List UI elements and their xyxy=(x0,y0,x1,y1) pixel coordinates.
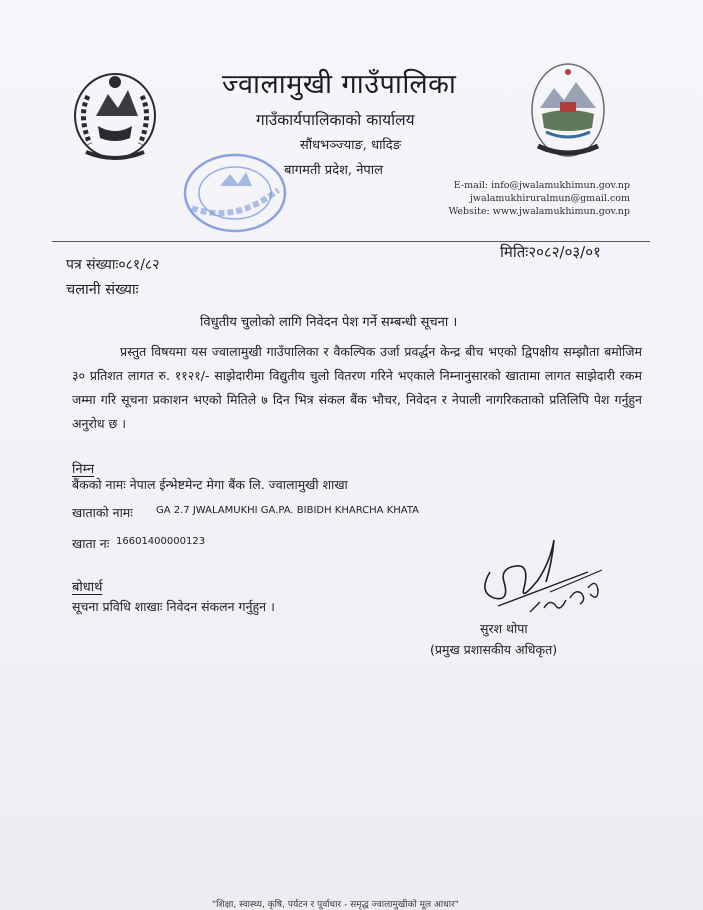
office-title: ज्वालामुखी गाउँपालिका xyxy=(222,69,457,100)
office-subtitle: गाउँकार्यपालिकाको कार्यालय xyxy=(256,111,415,129)
office-province: बागमती प्रदेश, नेपाल xyxy=(284,163,383,178)
office-stamp xyxy=(180,150,290,236)
letter-subject: विधुतीय चुलोको लागि निवेदन पेश गर्ने सम्बन्धी सूचना । xyxy=(200,315,458,330)
contact-website: Website: www.jwalamukhimun.gov.np xyxy=(448,206,630,217)
nepal-emblem-logo xyxy=(68,66,162,162)
municipality-logo xyxy=(528,58,608,168)
handwritten-signature xyxy=(470,532,610,622)
account-number-label: खाता नः xyxy=(72,536,110,551)
footer-slogan: "शिक्षा, स्वास्थ्य, कृषि, पर्यटन र पूर्वाधार - समृद्ध ज्वालामुखीको मूल आधार" xyxy=(212,900,459,910)
letter-reference-number: पत्र संख्याः०८१/८२ xyxy=(66,257,160,273)
signatory-name: सुरश थोपा xyxy=(480,621,528,636)
cc-line: सूचना प्रविधि शाखाः निवेदन संकलन गर्नुहुन । xyxy=(72,599,275,614)
account-number-value: 16601400000123 xyxy=(116,536,206,547)
contact-email-primary: E-mail: info@jwalamukhimun.gov.np xyxy=(453,180,630,191)
contact-email-secondary: jwalamukhiruralmun@gmail.com xyxy=(469,193,630,204)
cc-heading: बोधार्थ xyxy=(72,580,103,595)
dispatch-number: चलानी संख्याः xyxy=(66,282,139,298)
office-location: सौंधभञ्ज्याङ, धादिङ xyxy=(300,138,401,153)
account-name-value: GA 2.7 JWALAMUKHI GA.PA. BIBIDH KHARCHA KHATA xyxy=(156,505,420,516)
signatory-role: (प्रमुख प्रशासकीय अधिकृत) xyxy=(430,642,558,657)
bank-name: बैंकको नामः नेपाल ईन्भेष्टमेन्ट मेगा बैंक लि. ज्वालामुखी शाखा xyxy=(72,477,348,492)
account-name-label: खाताको नामः xyxy=(72,505,133,520)
letter-body: प्रस्तुत विषयमा यस ज्वालामुखी गाउँपालिका र वैकल्पिक उर्जा प्रवर्द्धन केन्द्र बीच भएको द्विपक्षीय सम्झौता बमोजिम ३० प्रतिशत लागत रु. ११२१/- साझेदारीमा विद्युतीय चुलो वितरण गरिने भएकाले निम्नानुसारको खातामा लागत साझेदारी रकम जम्मा गरि सूचना प्रकाशन भएको मितिले ७ दिन भित्र संकल बैंक भौचर, निवेदन र नेपाली नागरिकताको प्रतिलिपि पेश गर्नुहुन अनुरोध छ । xyxy=(72,344,642,431)
letter-date: मितिः२०८२/०३/०१ xyxy=(500,243,601,261)
bank-details-heading: निम्न xyxy=(72,462,95,477)
